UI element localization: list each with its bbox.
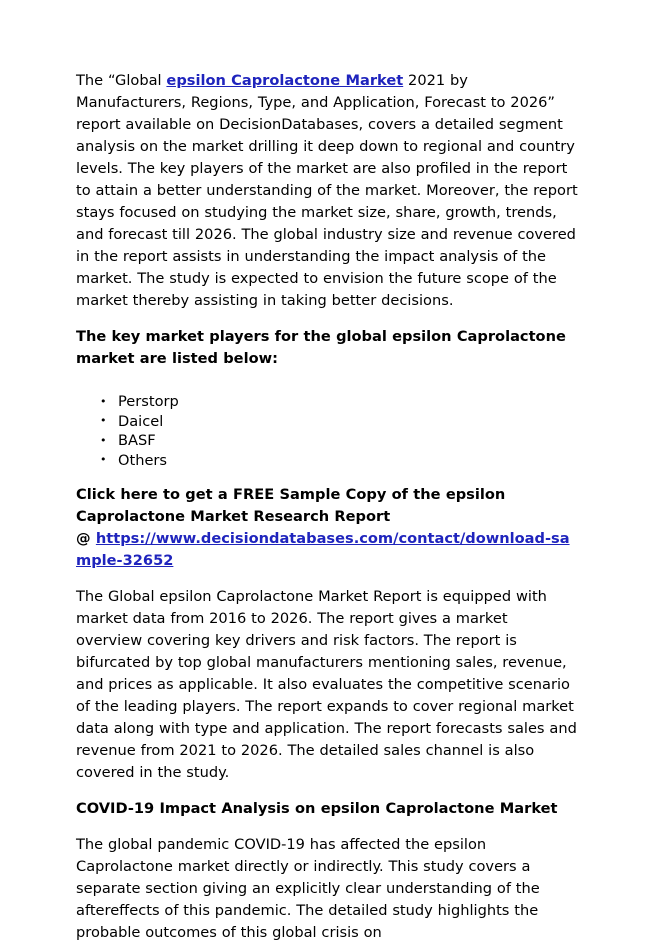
list-item: • Others xyxy=(76,451,578,471)
covid-impact-paragraph: The global pandemic COVID-19 has affected the epsilon Caprolactone market directly or indirectly. This study covers a separate section giving an explicitly clear understanding of the aftereffects of this pandemic. The detailed study highlights the probable outcomes of this global crisis on xyxy=(76,836,540,941)
report-overview-paragraph: The Global epsilon Caprolactone Market Report is equipped with market data from 2016 to 2026. The report gives a market overview covering key drivers and risk factors. The report is bifurcated by top global manufacturers mentioning sales, revenue, and prices as applicable. It also evaluates the competitive scenario of the leading players. The report expands to cover regional market data along with type and application. The report forecasts sales and revenue from 2021 to 2026. The detailed sales channel is also covered in the study. xyxy=(76,588,577,781)
intro-text-after-link: 2021 by Manufacturers, Regions, Type, and Application, Forecast to 2026” report available on DecisionDatabases, covers a detailed segment analysis on the market drilling it deep down to regional and country levels. The key players of the market are also profiled in the report to attain a better understanding of the market. Moreover, the report stays focused on studying the market size, share, growth, trends, and forecast till 2026. The global industry size and revenue covered in the report assists in understanding the impact analysis of the market. The study is expected to envision the future scope of the market thereby assisting in taking better decisions. xyxy=(76,72,578,309)
list-item: • Daicel xyxy=(76,412,578,432)
intro-text-before-link: The “Global xyxy=(76,72,167,89)
sample-copy-cta xyxy=(76,484,578,572)
key-players-heading: The key market players for the global epsilon Caprolactone market are listed below: xyxy=(76,328,566,367)
document-body xyxy=(76,70,578,944)
list-top-spacer xyxy=(76,384,578,392)
download-sample-url-link[interactable]: https://www.decisiondatabases.com/contact/download-sample-32652 xyxy=(76,530,570,569)
at-symbol-prefix: @ xyxy=(76,530,96,547)
intro-paragraph xyxy=(76,70,578,312)
list-item: • BASF xyxy=(76,431,578,451)
cta-heading-text: Click here to get a FREE Sample Copy of the epsilon Caprolactone Market Research Report xyxy=(76,486,506,525)
epsilon-caprolactone-market-link[interactable]: epsilon Caprolactone Market xyxy=(166,72,404,89)
key-players-list xyxy=(76,392,578,470)
list-item: • Perstorp xyxy=(76,392,578,412)
covid-impact-heading: COVID-19 Impact Analysis on epsilon Caprolactone Market xyxy=(76,800,558,817)
